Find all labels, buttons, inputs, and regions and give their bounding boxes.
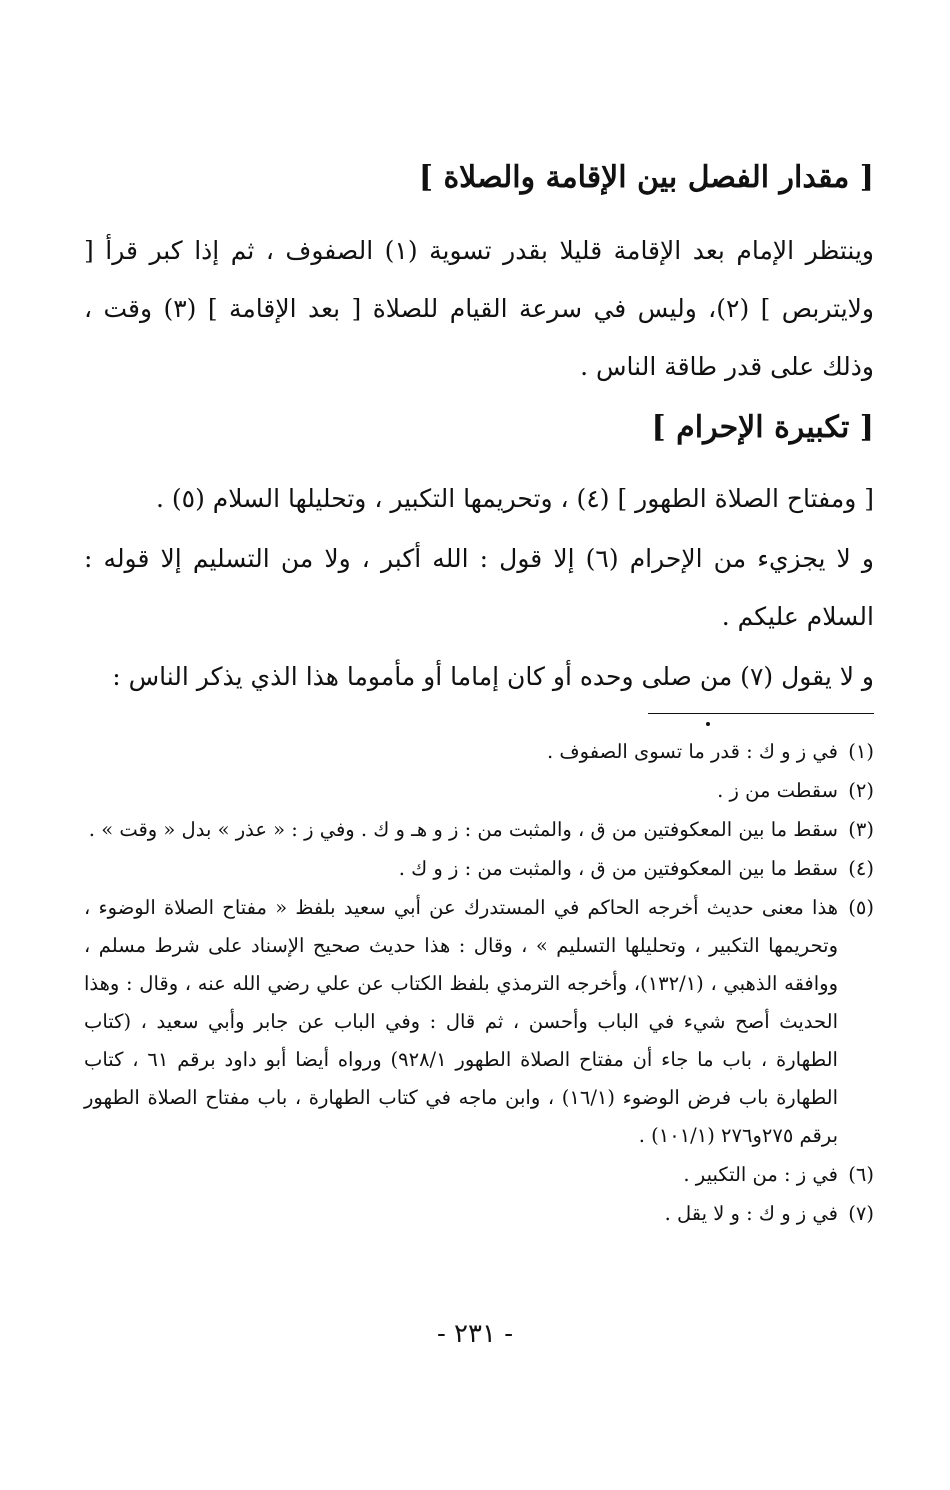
footnote [84, 1156, 874, 1194]
footnote-separator [648, 713, 874, 714]
footnote-text: هذا معنى حديث أخرجه الحاكم في المستدرك عن أبي سعيد بلفظ « مفتاح الصلاة الوضوء ، وتحريمها التكبير ، وتحليلها التسليم » ، وقال : هذا حديث صحيح الإسناد على شرط مسلم ، ووافقه الذهبي ، (١٣٢/١)، وأخرجه الترمذي بلفظ الكتاب عن علي رضي الله عنه ، وقال : وهذا الحديث أصح شيء في الباب وأحسن ، ثم قال : وفي الباب عن جابر وأبي سعيد ، (كتاب الطهارة ، باب ما جاء أن مفتاح الصلاة الطهور ٩٢٨/١) ورواه أيضا أبو داود برقم ٦١ ، كتاب الطهارة باب فرض الوضوء (١٦/١) ، وابن ماجه في كتاب الطهارة ، باب مفتاح الصلاة الطهور برقم ٢٧٥و٢٧٦ (١٠١/١) . [84, 896, 839, 1147]
paragraph-what-people-say: و لا يقول (٧) من صلى وحده أو كان إماما أو مأموما هذا الذي يذكر الناس : [112, 662, 874, 691]
page-number: - ٢٣١ - [436, 1319, 514, 1349]
footnote-number: (١) [848, 740, 874, 763]
footnote-number: (٦) [848, 1163, 874, 1186]
footnote [84, 1195, 874, 1233]
paragraph-interval: وينتظر الإمام بعد الإقامة قليلا بقدر تسوية (١) الصفوف ، ثم إذا كبر قرأ [ ولايتربص ] (٢)، وليس في سرعة القيام للصلاة [ بعد الإقامة ] (٣) وقت ، وذلك على قدر طاقة الناس . [84, 236, 874, 381]
footnote-number: (٥) [848, 896, 874, 919]
paragraph-key-of-prayer: [ ومفتاح الصلاة الطهور ] (٤) ، وتحريمها التكبير ، وتحليلها السلام (٥) . [155, 484, 874, 513]
footnote-number: (٣) [848, 818, 874, 841]
footnote-number: (٧) [848, 1202, 874, 1225]
footnotes [84, 733, 874, 1234]
footnote-number: (٤) [848, 857, 874, 880]
footnote-text: في ز و ك : قدر ما تسوى الصفوف . [547, 740, 838, 763]
section-heading-interval: [ مقدار الفصل بين الإقامة والصلاة ] [418, 160, 874, 195]
section-heading-takbir: [ تكبيرة الإحرام ] [651, 410, 874, 445]
separator-dot [706, 722, 710, 726]
footnote-number: (٢) [848, 779, 874, 802]
footnote [84, 772, 874, 810]
footnote [84, 733, 874, 771]
footnote-text: في ز : من التكبير . [683, 1163, 838, 1186]
footnote-text: سقط ما بين المعكوفتين من ق ، والمثبت من : ز و ك . [398, 857, 838, 880]
footnote-text: في ز و ك : و لا يقل . [664, 1202, 838, 1225]
footnote [84, 811, 874, 849]
footnote [84, 889, 874, 1155]
footnote-text: سقط ما بين المعكوفتين من ق ، والمثبت من : ز و هـ و ك . وفي ز : « عذر » بدل « وقت » . [88, 818, 838, 841]
paragraph-ihram-words: و لا يجزيء من الإحرام (٦) إلا قول : الله أكبر ، ولا من التسليم إلا قوله : السلام عليكم . [84, 544, 874, 631]
footnote-text: سقطت من ز . [717, 779, 838, 802]
footnote [84, 850, 874, 888]
